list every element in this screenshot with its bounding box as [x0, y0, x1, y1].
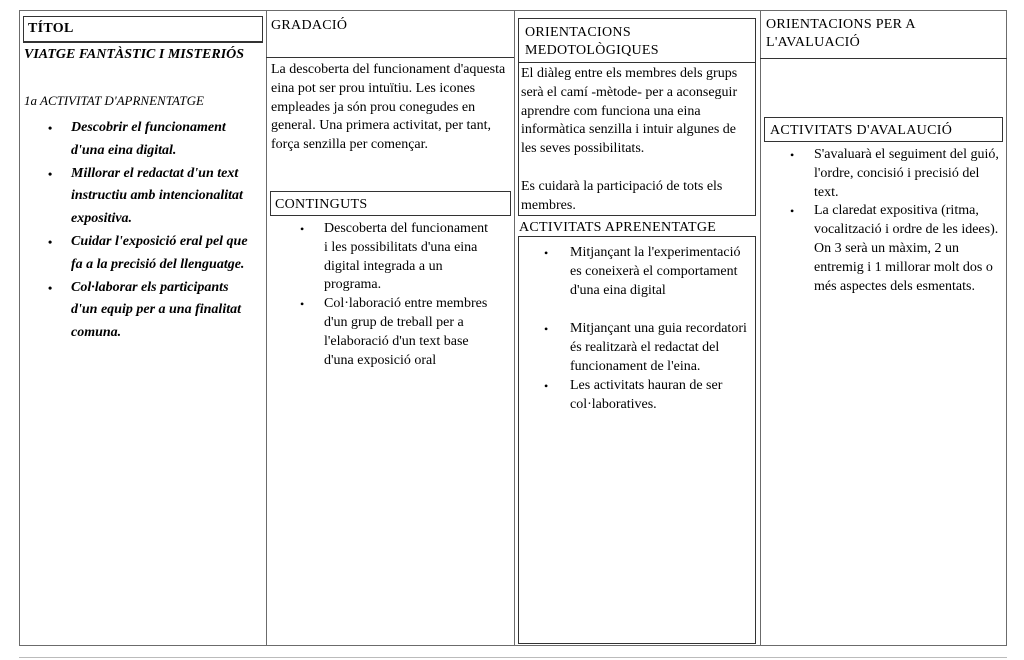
orientacions-heading: ORIENTACIONS MEDOTOLÒGIQUES [525, 25, 659, 58]
bullet-icon: • [48, 234, 53, 249]
list-item [544, 320, 749, 376]
list-item [48, 117, 256, 163]
activitats-text: Mitjançant la l'experimentació es coneixerà el comportament d'una eina digital [570, 245, 741, 298]
continguts-list [300, 220, 490, 370]
list-item [300, 295, 490, 370]
activitats-text: Les activitats hauran de ser col·laboratives. [570, 377, 723, 412]
activity-heading: 1a ACTIVITAT D'APRNENTATGE [24, 93, 204, 108]
title-label: TÍTOL [28, 21, 74, 36]
list-item [790, 146, 1000, 202]
continguts-text: Col·laboració entre membres d'un grup de treball per a l'elaboració d'un text base d'una exposició oral [324, 296, 488, 368]
column-divider-3 [760, 10, 761, 646]
column-divider-1 [266, 10, 267, 646]
gradacio-rule [266, 57, 514, 58]
continguts-heading: CONTINGUTS [275, 197, 368, 212]
page-border-bottom [19, 645, 1007, 646]
table-bottom-stub [19, 657, 1007, 658]
activitats-aval-heading: ACTIVITATS D'AVALAUCIÓ [770, 123, 953, 138]
gradacio-text: La descoberta del funcionament d'aquesta eina pot ser prou intuïtiu. Les icones empleades ja són prou conegudes en general. Una primera activitat, per tant, força senzilla per començar. [271, 62, 506, 153]
objective-text: Descobrir el funcionament d'una eina digital. [71, 120, 226, 158]
bullet-icon: • [300, 297, 305, 312]
list-item [48, 163, 256, 231]
page-border-top [19, 10, 1007, 11]
aval-text: La claredat expositiva (ritma, vocalització i ordre de les idees). On 3 serà un màxim, 2 un entremig i 1 millorar molt dos o més aspectes dels esmentats. [814, 203, 999, 294]
avaluacio-rule [760, 58, 1007, 59]
title-value: VIATGE FANTÀSTIC I MISTERIÓS [24, 47, 245, 62]
avaluacio-heading: ORIENTACIONS PER A L'AVALUACIÓ [766, 17, 915, 50]
bullet-icon: • [48, 121, 53, 135]
objective-text: Cuidar l'exposició eral pel que fa a la precisió del llenguatge. [71, 233, 248, 272]
objective-text: Millorar el redactat d'un text instructiu amb intencionalitat expositiva. [71, 165, 243, 227]
aval-text: S'avaluarà el seguiment del guió, l'ordre, concisió i precisió del text. [814, 147, 999, 200]
activitats-heading: ACTIVITATS APRENENTATGE [519, 220, 717, 235]
orientacions-text-1: El diàleg entre els membres dels grups serà el camí -mètode- per a aconseguir aprendre com funciona una eina informàtica senzilla i intuir algunes de les seves possibilitats. [521, 66, 738, 157]
activitats-list [544, 244, 749, 414]
bullet-icon: • [300, 222, 305, 236]
column-divider-2 [514, 10, 515, 646]
gradacio-heading: GRADACIÓ [271, 18, 348, 33]
bullet-icon: • [48, 280, 53, 295]
objectives-list [48, 117, 256, 345]
list-item [544, 244, 749, 300]
continguts-text: Descoberta del funcionament i les possibilitats d'una eina digital integrada a un programa. [324, 221, 489, 293]
list-item [790, 202, 1000, 296]
objective-text: Col·laborar els participants d'un equip per a una finalitat comuna. [71, 279, 241, 341]
bullet-icon: • [544, 246, 549, 260]
list-item [300, 220, 490, 295]
bullet-icon: • [48, 166, 53, 181]
bullet-icon: • [544, 322, 549, 337]
title-underline [23, 42, 263, 43]
page-border-right [1006, 10, 1007, 646]
activitats-text: Mitjançant una guia recordatori és realitzarà el redactat del funcionament de l'eina. [570, 321, 747, 374]
bullet-icon: • [790, 148, 795, 162]
bullet-icon: • [544, 378, 549, 393]
aval-list [790, 146, 1000, 296]
bullet-icon: • [790, 204, 795, 219]
list-item [544, 377, 749, 415]
page-border-left [19, 10, 20, 646]
list-item [48, 231, 256, 277]
list-item [48, 277, 256, 345]
orientacions-text-2: Es cuidarà la participació de tots els membres. [521, 179, 723, 213]
